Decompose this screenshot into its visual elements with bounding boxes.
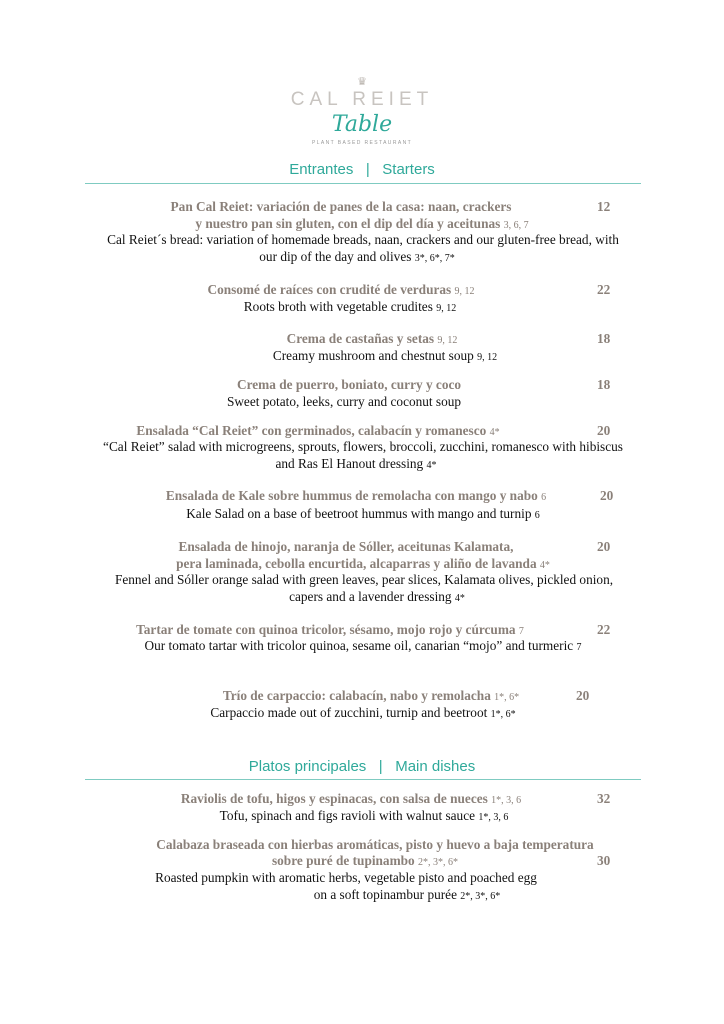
dish-description-line (220, 808, 509, 826)
dish-price: 12 (597, 199, 611, 214)
allergen-codes: 7 (518, 626, 524, 637)
dish-price: 30 (597, 853, 611, 868)
line-text: “Cal Reiet” salad with microgreens, sprouts, flowers, broccoli, zucchini, romanesco with hibiscus (103, 439, 623, 454)
line-text: Ensalada “Cal Reiet” con germinados, calabacín y romanesco (136, 423, 490, 438)
allergen-codes: 1*, 6* (490, 709, 516, 720)
line-text: Ensalada de hinojo, naranja de Sóller, aceitunas Kalamata, (178, 539, 514, 554)
allergen-codes: 3*, 6*, 7* (414, 253, 455, 264)
dish-description-line (289, 589, 465, 607)
dish-name-line (166, 488, 546, 506)
dish-price: 20 (576, 688, 590, 703)
dish-description-line (186, 506, 540, 524)
allergen-codes: 9, 12 (477, 352, 498, 363)
line-text: and Ras El Hanout dressing (275, 456, 427, 471)
line-text: Ensalada de Kale sobre hummus de remolacha con mango y nabo (165, 488, 542, 503)
line-text: Crema de puerro, boniato, curry y coco (236, 377, 462, 392)
dish-name-line (179, 539, 514, 555)
allergen-codes: 6 (534, 510, 540, 521)
allergen-codes: 1*, 6* (494, 692, 520, 703)
dish-name-line (272, 853, 458, 871)
dish-description-line (273, 348, 497, 366)
logo-wordmark: CAL REIET (290, 89, 434, 110)
dish-name-line (287, 331, 458, 349)
line-text: y nuestro pan sin gluten, con el dip del día y aceitunas (195, 216, 504, 231)
dish-description-line (314, 887, 501, 905)
logo-script: Table (331, 112, 393, 137)
dish-price: 18 (597, 377, 611, 392)
allergen-codes: 2*, 3*, 6* (418, 857, 459, 868)
dish-name-line (156, 837, 593, 853)
line-text: Consomé de raíces con crudité de verduras (207, 282, 455, 297)
allergen-codes: 1*, 3, 6 (491, 795, 522, 806)
dish-name-line (181, 791, 521, 809)
line-text: pera laminada, cebolla encurtida, alcaparras y aliño de lavanda (176, 556, 540, 571)
line-text: Roots broth with vegetable crudites (243, 299, 437, 314)
line-text: Crema de castañas y setas (286, 331, 438, 346)
dish-description-line (259, 249, 454, 267)
line-text: Kale Salad on a base of beetroot hummus with mango and turnip (186, 506, 535, 521)
dish-name-line (237, 377, 461, 393)
line-text: Pan Cal Reiet: variación de panes de la casa: naan, crackers (170, 199, 512, 214)
line-text: Carpaccio made out of zucchini, turnip and beetroot (210, 705, 491, 720)
allergen-codes: 9, 12 (436, 303, 457, 314)
line-text: Sweet potato, leeks, curry and coconut soup (226, 394, 462, 409)
logo-tagline: PLANT BASED RESTAURANT (311, 140, 413, 146)
allergen-codes: 9, 12 (437, 335, 458, 346)
dish-price: 22 (597, 622, 611, 637)
allergen-codes: 2*, 3*, 6* (460, 891, 501, 902)
allergen-codes: 3, 6, 7 (503, 220, 529, 231)
dish-description-line (103, 439, 623, 455)
dish-description-line (275, 456, 436, 474)
restaurant-logo (262, 76, 462, 150)
line-text: Tartar de tomate con quinoa tricolor, sésamo, mojo rojo y cúrcuma (136, 622, 519, 637)
dish-price: 20 (597, 423, 611, 438)
line-text: Fennel and Sóller orange salad with green leaves, pear slices, Kalamata olives, pickled onion, (114, 572, 614, 587)
line-text: Raviolis de tofu, higos y espinacas, con salsa de nueces (180, 791, 492, 806)
allergen-codes: 9, 12 (454, 286, 475, 297)
line-text: Creamy mushroom and chestnut soup (272, 348, 478, 363)
dish-description-line (107, 232, 619, 248)
allergen-codes: 4* (454, 593, 465, 604)
dish-description-line (244, 299, 456, 317)
line-text: sobre puré de tupinambo (271, 853, 419, 868)
line-text: capers and a lavender dressing (289, 589, 455, 604)
line-text: Cal Reiet´s bread: variation of homemade breads, naan, crackers and our gluten-free bread, with (107, 232, 619, 247)
allergen-codes: 7 (576, 642, 582, 653)
line-text: Tofu, spinach and figs ravioli with walnut sauce (219, 808, 479, 823)
allergen-codes: 6 (541, 492, 547, 503)
line-text: our dip of the day and olives (259, 249, 415, 264)
dish-description-line (227, 394, 461, 410)
section-divider (85, 183, 641, 184)
section-divider (85, 779, 641, 780)
dish-description-line (145, 638, 582, 656)
dish-description-line (115, 572, 613, 588)
dish-price: 20 (597, 539, 611, 554)
crown-icon: ♛ (357, 76, 367, 88)
dish-price: 18 (597, 331, 611, 346)
dish-description-line (210, 705, 515, 723)
dish-price: 20 (600, 488, 614, 503)
line-text: Calabaza braseada con hierbas aromáticas, pisto y huevo a baja temperatura (156, 837, 594, 852)
section-header: Platos principales | Main dishes (248, 758, 476, 775)
line-text: Trío de carpaccio: calabacín, nabo y remolacha (222, 688, 495, 703)
line-text: Our tomato tartar with tricolor quinoa, sesame oil, canarian “mojo” and turmeric (144, 638, 577, 653)
line-text: on a soft topinambur purée (313, 887, 461, 902)
dish-price: 22 (597, 282, 611, 297)
allergen-codes: 4* (426, 460, 437, 471)
dish-description-line (155, 870, 537, 886)
dish-price: 32 (597, 791, 611, 806)
section-header: Entrantes | Starters (289, 161, 435, 178)
dish-name-line (207, 282, 474, 300)
allergen-codes: 1*, 3, 6 (478, 812, 509, 823)
allergen-codes: 4* (489, 427, 500, 438)
dish-name-line (171, 199, 512, 215)
line-text: Roasted pumpkin with aromatic herbs, vegetable pisto and poached egg (155, 870, 537, 885)
dish-name-line (223, 688, 519, 706)
allergen-codes: 4* (539, 560, 550, 571)
